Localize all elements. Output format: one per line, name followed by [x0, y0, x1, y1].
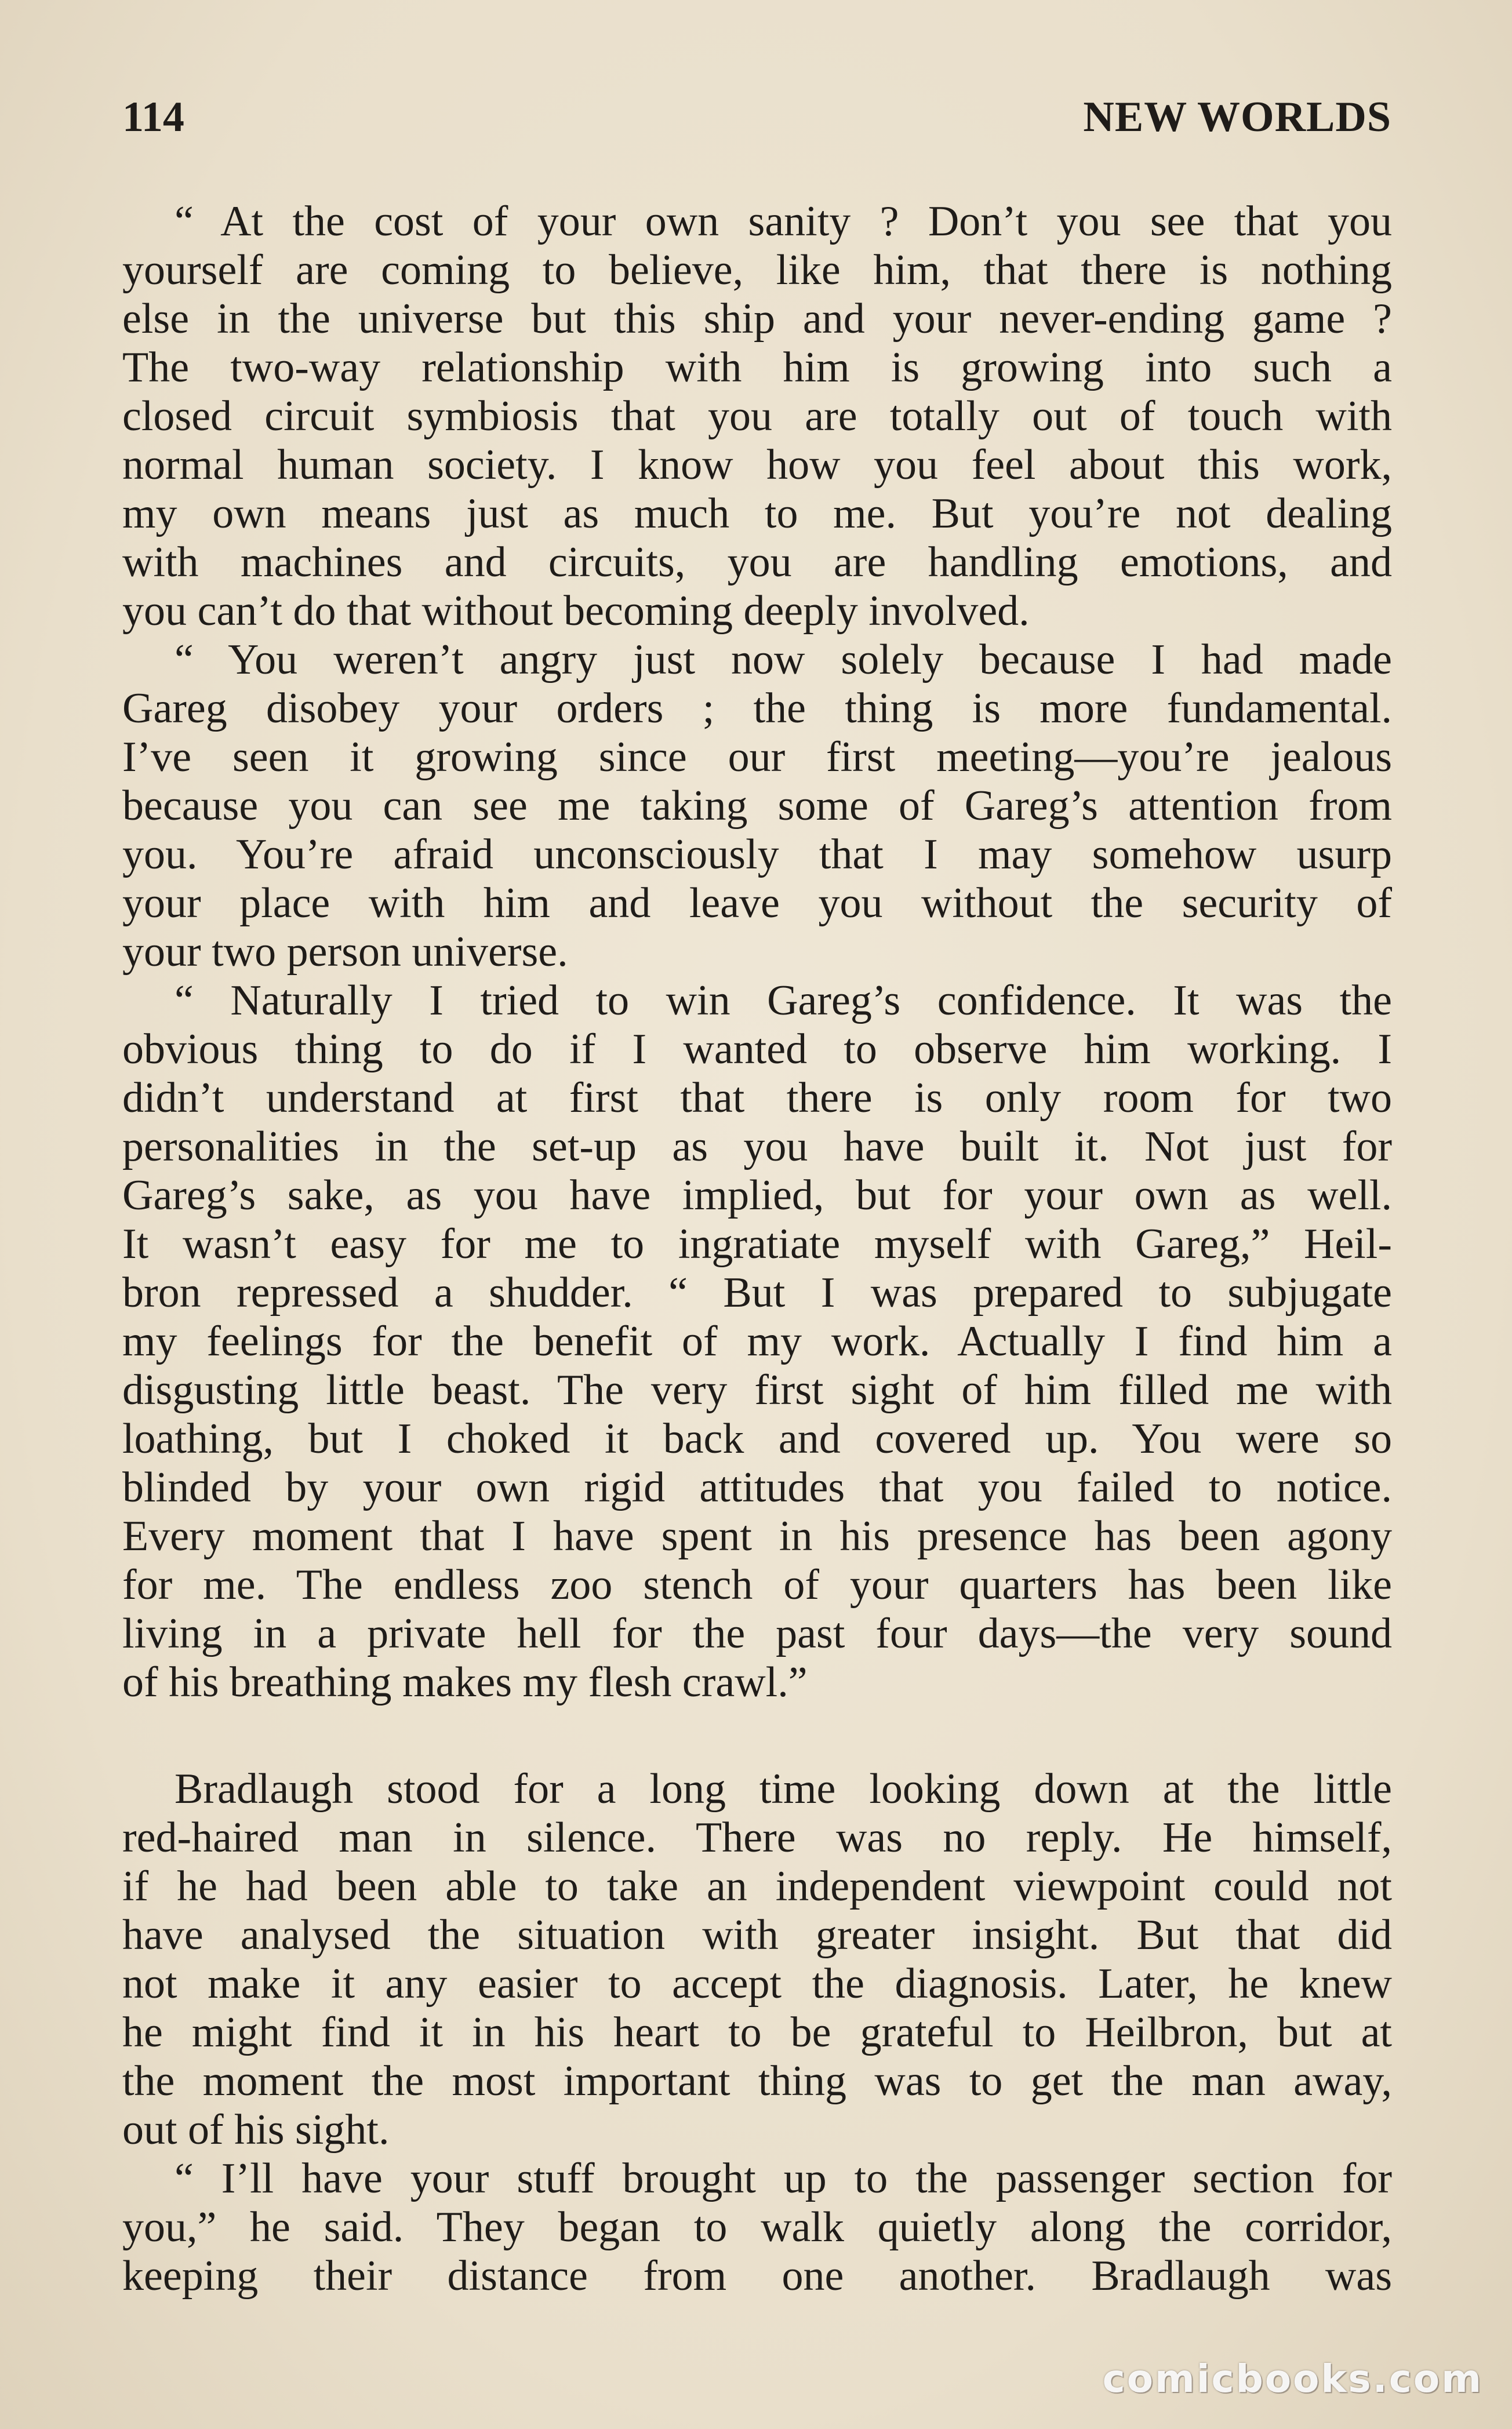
text-line: because you can see me taking some of Gareg’s attention from	[122, 782, 1392, 830]
text-line: Bradlaugh stood for a long time looking down at the little	[175, 1765, 1392, 1813]
text-line: Gareg disobey your orders ; the thing is more fundamental.	[122, 685, 1392, 732]
text-line: you,” he said. They began to walk quietly along the corridor,	[122, 2203, 1392, 2251]
text-line: blinded by your own rigid attitudes that you failed to notice.	[122, 1464, 1392, 1511]
text-line: “ Naturally I tried to win Gareg’s confidence. It was the	[175, 977, 1392, 1024]
text-line: “ You weren’t angry just now solely because I had made	[175, 636, 1392, 683]
text-line: out of his sight.	[122, 2106, 390, 2154]
text-line: Gareg’s sake, as you have implied, but for your own as well.	[122, 1172, 1392, 1219]
text-line: “ At the cost of your own sanity ? Don’t you see that you	[175, 198, 1392, 245]
text-line: you. You’re afraid unconsciously that I may somehow usurp	[122, 831, 1392, 878]
text-line: not make it any easier to accept the diagnosis. Later, he knew	[122, 1960, 1392, 2008]
text-line: with machines and circuits, you are handling emotions, and	[122, 539, 1392, 586]
paragraph-3	[122, 976, 1392, 1707]
text-line: red-haired man in silence. There was no reply. He himself,	[122, 1814, 1392, 1861]
text-line: closed circuit symbiosis that you are totally out of touch with	[122, 392, 1392, 440]
text-line: disgusting little beast. The very first sight of him filled me with	[122, 1366, 1392, 1414]
journal-title: NEW WORLDS	[1083, 93, 1391, 141]
text-line: didn’t understand at first that there is only room for two	[122, 1074, 1392, 1122]
text-line: your place with him and leave you without the security of	[122, 879, 1392, 927]
text-line: loathing, but I choked it back and covered up. You were so	[122, 1415, 1392, 1463]
text-line: my feelings for the benefit of my work. Actually I find him a	[122, 1318, 1392, 1365]
section-break	[122, 1707, 1392, 1765]
text-line: you can’t do that without becoming deeply involved.	[122, 587, 1030, 635]
paragraph-2	[122, 635, 1392, 976]
text-line: bron repressed a shudder. “ But I was prepared to subjugate	[122, 1269, 1392, 1317]
text-line: personalities in the set-up as you have built it. Not just for	[122, 1123, 1392, 1170]
text-line: It wasn’t easy for me to ingratiate myself with Gareg,” Heil-	[122, 1220, 1392, 1268]
text-line: if he had been able to take an independent viewpoint could not	[122, 1863, 1392, 1910]
site-watermark: comicbooks.com	[1102, 2357, 1483, 2401]
text-line: for me. The endless zoo stench of your quarters has been like	[122, 1561, 1392, 1609]
text-line: I’ve seen it growing since our first meeting—you’re jealous	[122, 733, 1392, 781]
paragraph-4	[122, 1765, 1392, 2154]
running-head	[122, 93, 1391, 151]
page-number: 114	[122, 93, 184, 141]
text-line: have analysed the situation with greater insight. But that did	[122, 1911, 1392, 1959]
text-line: obvious thing to do if I wanted to observe him working. I	[122, 1026, 1392, 1073]
text-line: of his breathing makes my flesh crawl.”	[122, 1659, 808, 1706]
text-line: he might find it in his heart to be grateful to Heilbron, but at	[122, 2009, 1392, 2056]
paragraph-1	[122, 197, 1392, 635]
text-line: normal human society. I know how you feel about this work,	[122, 441, 1392, 489]
text-line: my own means just as much to me. But you’re not dealing	[122, 490, 1392, 537]
text-line: “ I’ll have your stuff brought up to the passenger section for	[175, 2155, 1392, 2202]
text-line: Every moment that I have spent in his presence has been agony	[122, 1512, 1392, 1560]
text-line: the moment the most important thing was to get the man away,	[122, 2057, 1392, 2105]
text-line: The two-way relationship with him is growing into such a	[122, 344, 1392, 391]
text-line: your two person universe.	[122, 928, 568, 976]
body-text	[122, 197, 1392, 2300]
text-line: else in the universe but this ship and your never-ending game ?	[122, 295, 1392, 343]
text-line: living in a private hell for the past four days—the very sound	[122, 1610, 1392, 1657]
text-line: keeping their distance from one another. Bradlaugh was	[122, 2252, 1392, 2300]
text-line: yourself are coming to believe, like him, that there is nothing	[122, 246, 1392, 294]
paragraph-5	[122, 2154, 1392, 2300]
